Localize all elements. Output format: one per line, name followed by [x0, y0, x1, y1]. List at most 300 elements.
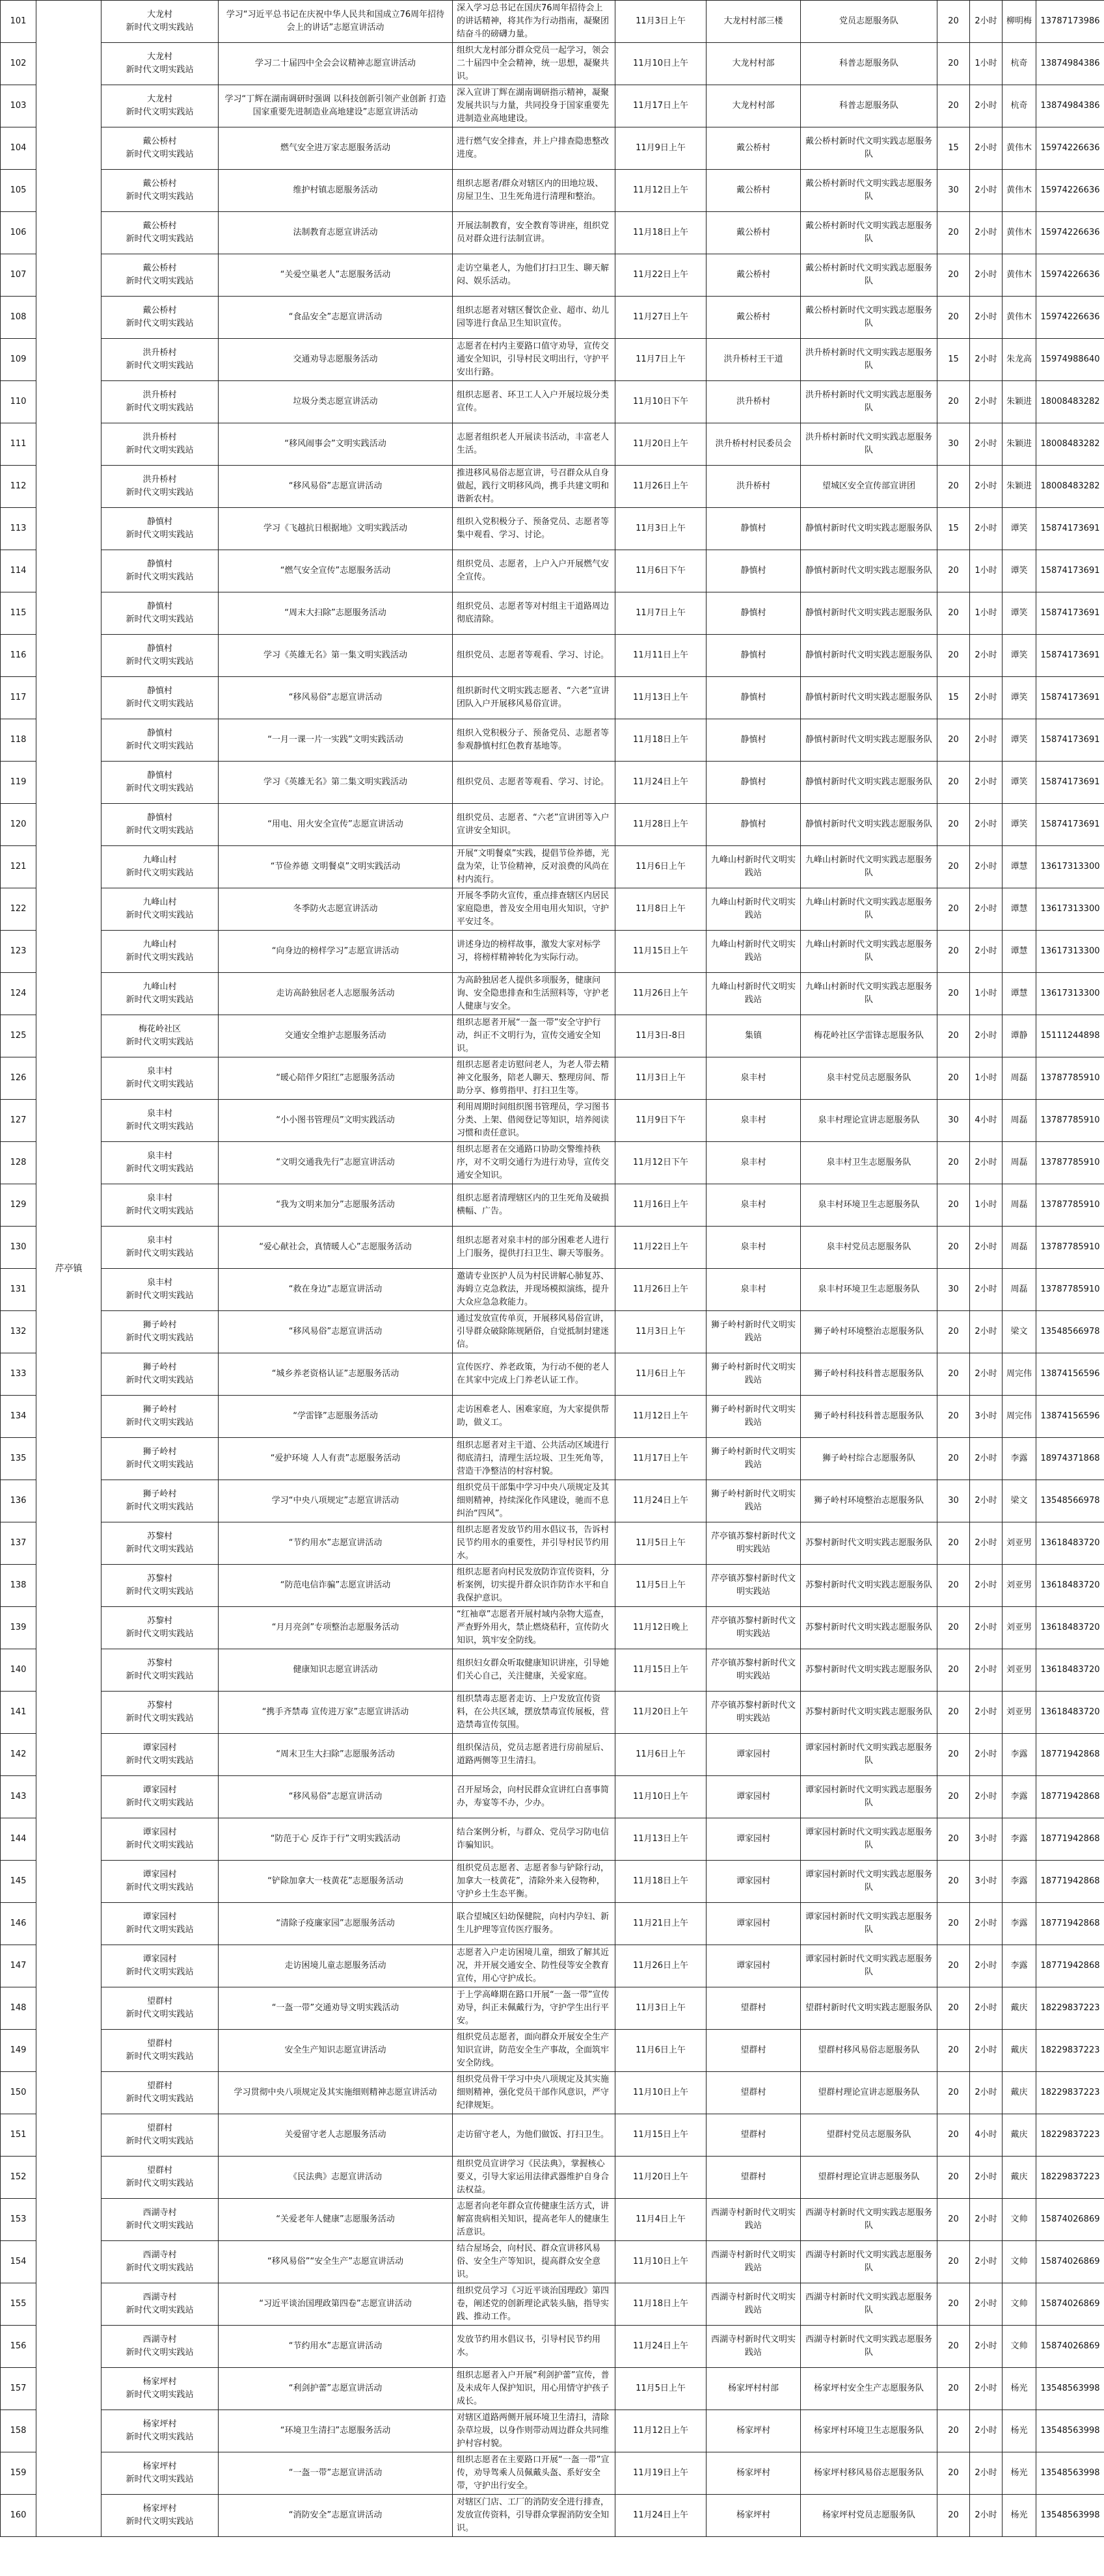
- activity-place: 戴公桥村: [707, 254, 801, 297]
- host-team: 狮子岭村科技科普志愿服务队: [801, 1396, 937, 1438]
- activity-content: 组织妇女群众听取健康知识讲座，引导她们关心自己，关注健康，关爱家庭。: [453, 1649, 615, 1692]
- activity-name: 学习“习近平总书记在庆祝中华人民共和国成立76周年招待会上的讲话”志愿宣讲活动: [219, 1, 453, 43]
- volunteer-count: 15: [937, 677, 970, 719]
- activity-time: 11月24日上午: [615, 762, 707, 804]
- table-row: [1, 1522, 1104, 1565]
- contact-phone: 18771942868: [1036, 1818, 1104, 1861]
- duration: 2小时: [970, 635, 1003, 677]
- volunteer-count: 30: [937, 1480, 970, 1522]
- activity-content: 为高龄独居老人提供多项服务，健康问询、安全隐患排查和生活照料等，守护老人健康与安全。: [453, 973, 615, 1015]
- table-row: [1, 1396, 1104, 1438]
- duration: 2小时: [970, 1311, 1003, 1353]
- duration: 2小时: [970, 888, 1003, 931]
- duration: 2小时: [970, 508, 1003, 550]
- volunteer-count: 20: [937, 2241, 970, 2283]
- volunteer-count: 20: [937, 85, 970, 127]
- row-number: 158: [1, 2410, 36, 2452]
- contact-phone: 15874173691: [1036, 762, 1104, 804]
- activity-name: “防范电信诈骗”志愿宣讲活动: [219, 1565, 453, 1607]
- volunteer-count: 20: [937, 931, 970, 973]
- table-row: [1, 1818, 1104, 1861]
- practice-station: 狮子岭村 新时代文明实践站: [101, 1480, 219, 1522]
- practice-station: 杨家坪村 新时代文明实践站: [101, 2410, 219, 2452]
- activity-name: “周末卫生大扫除”志愿服务活动: [219, 1734, 453, 1776]
- row-number: 111: [1, 423, 36, 466]
- activity-time: 11月7日上午: [615, 592, 707, 635]
- practice-station: 望群村 新时代文明实践站: [101, 2157, 219, 2199]
- row-number: 116: [1, 635, 36, 677]
- activity-content: 开展“文明餐桌”实践，提倡节俭养德，光盘为荣，让节俭精神，反对浪费的风尚在村内流行。: [453, 846, 615, 888]
- activity-time: 11月3日上午: [615, 1987, 707, 2030]
- activity-content: 组织志愿者向村民发放防诈宣传资料，分析案例，切实提升群众识诈防诈水平和自我保护意识。: [453, 1565, 615, 1607]
- volunteer-count: 20: [937, 2452, 970, 2495]
- contact-person: 谭笑: [1003, 635, 1036, 677]
- activity-time: 11月5日上午: [615, 2368, 707, 2410]
- table-row: [1, 1649, 1104, 1692]
- contact-person: 周磊: [1003, 1227, 1036, 1269]
- volunteer-count: 20: [937, 2030, 970, 2072]
- row-number: 105: [1, 170, 36, 212]
- volunteer-count: 20: [937, 550, 970, 592]
- activity-name: 维护村镇志愿服务活动: [219, 170, 453, 212]
- table-row: [1, 212, 1104, 254]
- contact-phone: 13618483720: [1036, 1692, 1104, 1734]
- activity-place: 静慎村: [707, 677, 801, 719]
- activity-name: “一盔一带”交通劝导文明实践活动: [219, 1987, 453, 2030]
- activity-place: 戴公桥村: [707, 170, 801, 212]
- activity-place: 望群村: [707, 2157, 801, 2199]
- activity-time: 11月17日上午: [615, 85, 707, 127]
- table-row: [1, 1057, 1104, 1100]
- volunteer-count: 20: [937, 804, 970, 846]
- contact-phone: 13548563998: [1036, 2410, 1104, 2452]
- contact-phone: 18771942868: [1036, 1945, 1104, 1987]
- row-number: 156: [1, 2326, 36, 2368]
- host-team: 西湖寺村新时代文明实践志愿服务队: [801, 2241, 937, 2283]
- duration: 2小时: [970, 2241, 1003, 2283]
- activity-content: 志愿者在村内主要路口值守劝导，宣传交通安全知识，引导村民文明出行，守护平安出行路。: [453, 339, 615, 381]
- contact-person: 戴庆: [1003, 2072, 1036, 2114]
- host-team: 望群村理论宣讲志愿服务队: [801, 2072, 937, 2114]
- activity-content: 通过发放宣传单页，开展移风易俗宣讲，引导群众破除陈规陋俗，自觉抵制封建迷信。: [453, 1311, 615, 1353]
- activity-time: 11月12日晚上: [615, 1607, 707, 1649]
- duration: 2小时: [970, 931, 1003, 973]
- activity-time: 11月12日下午: [615, 1142, 707, 1184]
- contact-person: 谭慧: [1003, 846, 1036, 888]
- contact-person: 杭奇: [1003, 85, 1036, 127]
- activity-place: 泉丰村: [707, 1227, 801, 1269]
- activity-place: 静慎村: [707, 635, 801, 677]
- table-row: [1, 2410, 1104, 2452]
- activity-place: 九峰山村新时代文明实践站: [707, 846, 801, 888]
- volunteer-count: 15: [937, 508, 970, 550]
- volunteer-count: 15: [937, 127, 970, 170]
- activity-place: 芹亭镇苏黎村新时代文明实践站: [707, 1649, 801, 1692]
- activity-time: 11月26日上午: [615, 1945, 707, 1987]
- table-row: [1, 2114, 1104, 2157]
- volunteer-count: 20: [937, 212, 970, 254]
- activity-content: 志愿者向老年群众宣传健康生活方式，讲解富贵病相关知识，提高老年人的健康生活意识。: [453, 2199, 615, 2241]
- host-team: 静慎村新时代文明实践志愿服务队: [801, 719, 937, 762]
- contact-person: 李露: [1003, 1945, 1036, 1987]
- activity-content: 宣传医疗、养老政策，为行动不便的老人在其家中完成上门养老认证工作。: [453, 1353, 615, 1396]
- host-team: 谭家园村新时代文明实践志愿服务队: [801, 1861, 937, 1903]
- activity-name: “移风易俗”志愿宣讲活动: [219, 1776, 453, 1818]
- activity-content: 组织保洁员，党员志愿者进行房前屋后、道路两侧等卫生清扫。: [453, 1734, 615, 1776]
- activity-time: 11月3日上午: [615, 1311, 707, 1353]
- contact-phone: 15874026869: [1036, 2283, 1104, 2326]
- activity-content: 推进移风易俗志愿宣讲，号召群众从自身做起，践行文明移风尚，携手共建文明和谐新农村。: [453, 466, 615, 508]
- activity-time: 11月12日上午: [615, 170, 707, 212]
- host-team: 九峰山村新时代文明实践志愿服务队: [801, 931, 937, 973]
- practice-station: 戴公桥村 新时代文明实践站: [101, 254, 219, 297]
- contact-person: 黄伟木: [1003, 297, 1036, 339]
- contact-phone: 18771942868: [1036, 1734, 1104, 1776]
- table-row: [1, 254, 1104, 297]
- activity-place: 西湖寺村新时代文明实践站: [707, 2326, 801, 2368]
- volunteer-count: 20: [937, 635, 970, 677]
- activity-place: 杨家坪村: [707, 2495, 801, 2537]
- activity-name: “节俭养德 文明餐桌”文明实践活动: [219, 846, 453, 888]
- table-row: [1, 1945, 1104, 1987]
- activity-content: 于上学高峰期在路口开展“一盔一带”宣传劝导，纠正未佩戴行为，守护学生出行平安。: [453, 1987, 615, 2030]
- contact-person: 谭笑: [1003, 508, 1036, 550]
- activity-place: 狮子岭村新时代文明实践站: [707, 1353, 801, 1396]
- duration: 2小时: [970, 1142, 1003, 1184]
- contact-phone: 13548563998: [1036, 2495, 1104, 2537]
- table-row: [1, 466, 1104, 508]
- activity-place: 望群村: [707, 2072, 801, 2114]
- activity-name: “学雷锋”志愿服务活动: [219, 1396, 453, 1438]
- host-team: 静慎村新时代文明实践志愿服务队: [801, 550, 937, 592]
- volunteer-count: 20: [937, 846, 970, 888]
- volunteer-count: 20: [937, 762, 970, 804]
- duration: 2小时: [970, 1692, 1003, 1734]
- contact-phone: 13874984386: [1036, 43, 1104, 85]
- row-number: 160: [1, 2495, 36, 2537]
- activity-time: 11月6日上午: [615, 1353, 707, 1396]
- activity-name: “暖心陪伴夕阳红”志愿服务活动: [219, 1057, 453, 1100]
- practice-station: 西湖寺村 新时代文明实践站: [101, 2326, 219, 2368]
- duration: 2小时: [970, 85, 1003, 127]
- contact-phone: 18008483282: [1036, 381, 1104, 423]
- contact-person: 杭奇: [1003, 43, 1036, 85]
- contact-person: 谭笑: [1003, 804, 1036, 846]
- activity-content: 组织党员、志愿者等观看、学习、讨论。: [453, 762, 615, 804]
- volunteer-count: 20: [937, 1353, 970, 1396]
- activity-content: 组织党员、志愿者等观看、学习、讨论。: [453, 635, 615, 677]
- volunteer-count: 20: [937, 43, 970, 85]
- activity-time: 11月10日上午: [615, 2241, 707, 2283]
- host-team: 洪升桥村新时代文明实践志愿服务队: [801, 381, 937, 423]
- table-row: [1, 550, 1104, 592]
- duration: 2小时: [970, 170, 1003, 212]
- activity-content: 发放节约用水倡议书，引导村民节约用水。: [453, 2326, 615, 2368]
- contact-phone: 13787785910: [1036, 1184, 1104, 1227]
- activity-place: 静慎村: [707, 508, 801, 550]
- practice-station: 杨家坪村 新时代文明实践站: [101, 2452, 219, 2495]
- duration: 2小时: [970, 1903, 1003, 1945]
- township-cell: 芹亭镇: [36, 1, 101, 2537]
- activity-place: 泉丰村: [707, 1100, 801, 1142]
- practice-station: 静慎村 新时代文明实践站: [101, 550, 219, 592]
- contact-phone: 15874026869: [1036, 2241, 1104, 2283]
- volunteer-count: 20: [937, 1311, 970, 1353]
- activity-time: 11月18日上午: [615, 1861, 707, 1903]
- practice-station: 西湖寺村 新时代文明实践站: [101, 2199, 219, 2241]
- contact-person: 朱颖进: [1003, 381, 1036, 423]
- volunteer-count: 20: [937, 1987, 970, 2030]
- activity-name: “一盔一带”志愿宣讲活动: [219, 2452, 453, 2495]
- activity-name: 学习二十届四中全会会议精神志愿宣讲活动: [219, 43, 453, 85]
- activity-name: “防范于心 反诈于行”文明实践活动: [219, 1818, 453, 1861]
- contact-phone: 13874984386: [1036, 85, 1104, 127]
- activity-place: 谭家园村: [707, 1818, 801, 1861]
- activity-place: 狮子岭村新时代文明实践站: [707, 1311, 801, 1353]
- contact-phone: 18771942868: [1036, 1861, 1104, 1903]
- table-row: [1, 1, 1104, 43]
- row-number: 136: [1, 1480, 36, 1522]
- contact-phone: 15874173691: [1036, 635, 1104, 677]
- contact-phone: 13617313300: [1036, 888, 1104, 931]
- volunteer-count: 20: [937, 254, 970, 297]
- duration: 2小时: [970, 339, 1003, 381]
- activity-time: 11月26日上午: [615, 973, 707, 1015]
- practice-station: 望群村 新时代文明实践站: [101, 2114, 219, 2157]
- activity-name: “我为文明来加分”志愿服务活动: [219, 1184, 453, 1227]
- contact-phone: 18229837223: [1036, 1987, 1104, 2030]
- contact-person: 杨光: [1003, 2495, 1036, 2537]
- row-number: 119: [1, 762, 36, 804]
- practice-station: 谭家园村 新时代文明实践站: [101, 1734, 219, 1776]
- activity-time: 11月26日上午: [615, 466, 707, 508]
- table-row: [1, 635, 1104, 677]
- duration: 2小时: [970, 212, 1003, 254]
- duration: 1小时: [970, 1057, 1003, 1100]
- activity-place: 洪升桥村王干道: [707, 339, 801, 381]
- row-number: 129: [1, 1184, 36, 1227]
- duration: 1小时: [970, 973, 1003, 1015]
- activity-content: 组织志愿者发放节约用水倡议书，告诉村民节约用水的重要性，并引导村民节约用水。: [453, 1522, 615, 1565]
- contact-person: 文帅: [1003, 2283, 1036, 2326]
- practice-station: 苏黎村 新时代文明实践站: [101, 1522, 219, 1565]
- host-team: 戴公桥村新时代文明实践志愿服务队: [801, 254, 937, 297]
- volunteer-count: 20: [937, 381, 970, 423]
- activity-place: 西湖寺村新时代文明实践站: [707, 2283, 801, 2326]
- activity-content: 志愿者组织老人开展读书活动，丰富老人生活。: [453, 423, 615, 466]
- contact-phone: 18229837223: [1036, 2030, 1104, 2072]
- volunteer-count: 20: [937, 2368, 970, 2410]
- activity-time: 11月16日上午: [615, 1184, 707, 1227]
- contact-phone: 13618483720: [1036, 1565, 1104, 1607]
- practice-station: 狮子岭村 新时代文明实践站: [101, 1353, 219, 1396]
- practice-station: 谭家园村 新时代文明实践站: [101, 1776, 219, 1818]
- contact-phone: 13787785910: [1036, 1100, 1104, 1142]
- activity-time: 11月26日上午: [615, 1269, 707, 1311]
- activity-place: 望群村: [707, 2030, 801, 2072]
- volunteer-count: 20: [937, 592, 970, 635]
- activity-place: 狮子岭村新时代文明实践站: [707, 1396, 801, 1438]
- practice-station: 泉丰村 新时代文明实践站: [101, 1142, 219, 1184]
- table-row: [1, 2157, 1104, 2199]
- activity-place: 芹亭镇苏黎村新时代文明实践站: [707, 1607, 801, 1649]
- host-team: 科普志愿服务队: [801, 85, 937, 127]
- duration: 2小时: [970, 2495, 1003, 2537]
- practice-station: 狮子岭村 新时代文明实践站: [101, 1438, 219, 1480]
- contact-person: 谭笑: [1003, 719, 1036, 762]
- activity-time: 11月15日上午: [615, 1649, 707, 1692]
- activity-name: 燃气安全进万家志愿服务活动: [219, 127, 453, 170]
- practice-station: 西湖寺村 新时代文明实践站: [101, 2241, 219, 2283]
- host-team: 苏黎村新时代文明实践志愿服务队: [801, 1607, 937, 1649]
- contact-person: 李露: [1003, 1734, 1036, 1776]
- activity-time: 11月15日上午: [615, 931, 707, 973]
- contact-phone: 18229837223: [1036, 2114, 1104, 2157]
- activity-time: 11月9日下午: [615, 1100, 707, 1142]
- host-team: 狮子岭村环境整治志愿服务队: [801, 1311, 937, 1353]
- activity-place: 静慎村: [707, 762, 801, 804]
- host-team: 泉丰村环境卫生志愿服务队: [801, 1269, 937, 1311]
- volunteer-count: 20: [937, 2283, 970, 2326]
- volunteer-count: 20: [937, 1, 970, 43]
- activity-name: “爱心献社会，真情暖人心”志愿服务活动: [219, 1227, 453, 1269]
- activity-place: 大龙村村部三楼: [707, 1, 801, 43]
- table-row: [1, 127, 1104, 170]
- row-number: 142: [1, 1734, 36, 1776]
- host-team: 谭家园村新时代文明实践志愿服务队: [801, 1945, 937, 1987]
- contact-phone: 13617313300: [1036, 931, 1104, 973]
- table-row: [1, 592, 1104, 635]
- activity-time: 11月3日上午: [615, 1057, 707, 1100]
- duration: 2小时: [970, 381, 1003, 423]
- activity-content: 组织志愿者对主干道、公共活动区域进行彻底清扫，清理生活垃圾、卫生死角等，营造干净整洁的村容村貌。: [453, 1438, 615, 1480]
- contact-phone: 18229837223: [1036, 2072, 1104, 2114]
- row-number: 139: [1, 1607, 36, 1649]
- activity-content: 组织志愿者、环卫工人入户开展垃圾分类宣传。: [453, 381, 615, 423]
- volunteer-count: 30: [937, 1269, 970, 1311]
- volunteer-count: 20: [937, 297, 970, 339]
- activity-content: 组织禁毒志愿者走访、上户发放宣传资料，在公共区域，摆放禁毒宣传展板，营造禁毒宣传氛围。: [453, 1692, 615, 1734]
- row-number: 137: [1, 1522, 36, 1565]
- contact-phone: 18771942868: [1036, 1776, 1104, 1818]
- row-number: 107: [1, 254, 36, 297]
- practice-station: 大龙村 新时代文明实践站: [101, 1, 219, 43]
- activity-place: 杨家坪村: [707, 2410, 801, 2452]
- contact-phone: 13787173986: [1036, 1, 1104, 43]
- volunteer-count: 30: [937, 1100, 970, 1142]
- activity-content: 联合望城区妇幼保健院，向村内孕妇、新生儿护理等宣传医疗服务。: [453, 1903, 615, 1945]
- duration: 2小时: [970, 1565, 1003, 1607]
- host-team: 狮子岭村综合志愿服务队: [801, 1438, 937, 1480]
- row-number: 144: [1, 1818, 36, 1861]
- host-team: 梅花岭社区学雷锋志愿服务队: [801, 1015, 937, 1057]
- table-row: [1, 1987, 1104, 2030]
- duration: 3小时: [970, 1396, 1003, 1438]
- activity-time: 11月6日下午: [615, 550, 707, 592]
- volunteer-count: 20: [937, 888, 970, 931]
- activity-name: “一月一课一片一实践”文明实践活动: [219, 719, 453, 762]
- volunteer-count: 20: [937, 2495, 970, 2537]
- row-number: 125: [1, 1015, 36, 1057]
- activity-name: “携手齐禁毒 宣传进万家”志愿宣讲活动: [219, 1692, 453, 1734]
- contact-phone: 18229837223: [1036, 2157, 1104, 2199]
- activity-content: 走访留守老人，为他们做饭、打扫卫生。: [453, 2114, 615, 2157]
- row-number: 146: [1, 1903, 36, 1945]
- activity-place: 洪升桥村村民委员会: [707, 423, 801, 466]
- duration: 1小时: [970, 1184, 1003, 1227]
- volunteer-count: 20: [937, 973, 970, 1015]
- row-number: 101: [1, 1, 36, 43]
- host-team: 泉丰村卫生志愿服务队: [801, 1142, 937, 1184]
- activity-name: 学习“中央八项规定”志愿宣讲活动: [219, 1480, 453, 1522]
- table-row: [1, 1861, 1104, 1903]
- host-team: 西湖寺村新时代文明实践志愿服务队: [801, 2326, 937, 2368]
- practice-station: 西湖寺村 新时代文明实践站: [101, 2283, 219, 2326]
- activity-time: 11月24日上午: [615, 2326, 707, 2368]
- activity-time: 11月5日上午: [615, 1522, 707, 1565]
- host-team: 苏黎村新时代文明实践志愿服务队: [801, 1692, 937, 1734]
- row-number: 126: [1, 1057, 36, 1100]
- host-team: 杨家坪村党员志愿服务队: [801, 2495, 937, 2537]
- activity-time: 11月10日上午: [615, 2072, 707, 2114]
- activity-content: 结合屋场会，向村民、群众宣讲移风易俗、安全生产等知识，提高群众安全意识。: [453, 2241, 615, 2283]
- host-team: 泉丰村环境卫生志愿服务队: [801, 1184, 937, 1227]
- volunteer-count: 20: [937, 1438, 970, 1480]
- practice-station: 静慎村 新时代文明实践站: [101, 635, 219, 677]
- duration: 4小时: [970, 2114, 1003, 2157]
- activity-place: 泉丰村: [707, 1142, 801, 1184]
- practice-station: 大龙村 新时代文明实践站: [101, 43, 219, 85]
- volunteer-count: 20: [937, 466, 970, 508]
- host-team: 静慎村新时代文明实践志愿服务队: [801, 508, 937, 550]
- activity-name: 学习《英雄无名》第一集文明实践活动: [219, 635, 453, 677]
- row-number: 131: [1, 1269, 36, 1311]
- table-row: [1, 508, 1104, 550]
- activity-content: 组织党员、志愿者等对村组主干道路周边彻底清除。: [453, 592, 615, 635]
- row-number: 124: [1, 973, 36, 1015]
- activity-name: 学习《飞越抗日根据地》文明实践活动: [219, 508, 453, 550]
- activity-name: 冬季防火志愿宣讲活动: [219, 888, 453, 931]
- contact-person: 戴庆: [1003, 2114, 1036, 2157]
- row-number: 153: [1, 2199, 36, 2241]
- practice-station: 望群村 新时代文明实践站: [101, 2030, 219, 2072]
- host-team: 九峰山村新时代文明实践志愿服务队: [801, 888, 937, 931]
- row-number: 109: [1, 339, 36, 381]
- activity-content: 组织志愿者/群众对辖区内的田地垃圾、房屋卫生、卫生死角进行清理和整治。: [453, 170, 615, 212]
- practice-station: 泉丰村 新时代文明实践站: [101, 1100, 219, 1142]
- contact-person: 谭笑: [1003, 550, 1036, 592]
- activity-name: 关爱留守老人志愿服务活动: [219, 2114, 453, 2157]
- contact-person: 刘亚男: [1003, 1649, 1036, 1692]
- contact-person: 李露: [1003, 1776, 1036, 1818]
- activity-place: 集镇: [707, 1015, 801, 1057]
- volunteer-count: 20: [937, 1776, 970, 1818]
- duration: 3小时: [970, 1861, 1003, 1903]
- row-number: 112: [1, 466, 36, 508]
- table-row: [1, 2199, 1104, 2241]
- activity-time: 11月20日上午: [615, 423, 707, 466]
- activity-time: 11月24日上午: [615, 2495, 707, 2537]
- activity-time: 11月9日上午: [615, 127, 707, 170]
- table-row: [1, 381, 1104, 423]
- contact-person: 周磊: [1003, 1057, 1036, 1100]
- activity-name: 垃圾分类志愿宣讲活动: [219, 381, 453, 423]
- duration: 2小时: [970, 2199, 1003, 2241]
- activity-name: “周末大扫除”志愿服务活动: [219, 592, 453, 635]
- row-number: 121: [1, 846, 36, 888]
- contact-phone: 13618483720: [1036, 1522, 1104, 1565]
- host-team: 戴公桥村新时代文明实践志愿服务队: [801, 297, 937, 339]
